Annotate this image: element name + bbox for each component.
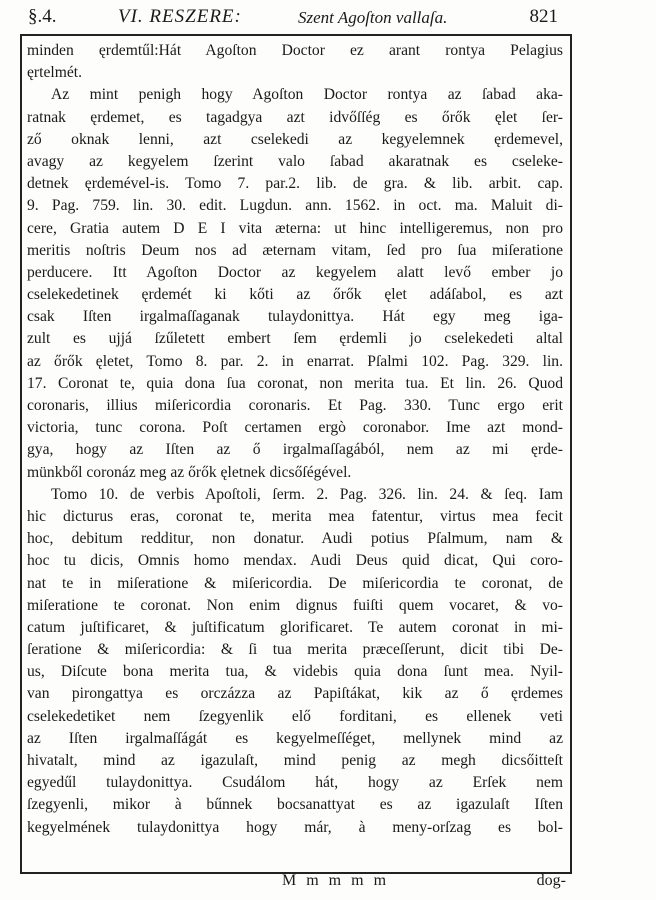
text-line: hic dicturus eras, coronat te, merita mea fatentur, virtus mea fecit (27, 507, 563, 525)
text-line: hoc tu dicis, Omnis homo mendax. Audi Deus quid dicat, Qui coro- (27, 552, 563, 570)
text-line: ſzegyenli, mikor à bűnnek bocsanattyat es az igazulaſt Iſten (27, 796, 563, 814)
page-number: 821 (529, 6, 558, 27)
text-line: münkből coronáz meg az őrők ęletnek dicsőſégével. (27, 463, 352, 481)
text-line: cselekedetiket nem ſzegyenlik elő forditani, es ellenek veti (27, 707, 563, 725)
text-line: Az mint penigh hogy Agoſton Doctor rontya az ſabad aka- (51, 86, 563, 104)
header-subject: Szent Agoſton vallaſa. (298, 8, 448, 27)
text-line: nat te in miſeratione & miſericordia. De miſericordia te coronat, de (27, 574, 563, 592)
text-line: ző oknak lenni, azt cselekedi az kegyelemnek ęrdemevel, (27, 130, 563, 148)
header-section-number: §.4. (28, 6, 57, 27)
text-line: victoria, tunc corona. Poſt certamen ergò coronabor. Ime azt mond- (27, 419, 563, 437)
text-line: az őrők ęletet, Tomo 8. par. 2. in enarrat. Pſalmi 102. Pag. 329. lin. (27, 352, 563, 370)
text-line: Tomo 10. de verbis Apoſtoli, ſerm. 2. Pag. 326. lin. 24. & ſeq. Iam (51, 485, 563, 503)
catchword: dog- (536, 872, 566, 889)
text-line: kegyelmének tulaydonittya hogy már, à meny-orſzag es bol- (27, 818, 563, 836)
text-line: van pirongattya es orczázza az Papiſtákat, kik az ő ęrdemes (27, 685, 563, 703)
text-line: egyedűl tulaydonittya. Csudálom hát, hogy az Erſek nem (27, 774, 563, 792)
text-line: hoc, debitum redditur, non donatur. Audi potius Pſalmum, nam & (27, 530, 563, 548)
running-header (28, 4, 558, 32)
signature-mark: M m m m m (282, 872, 390, 889)
text-line: us, Diſcute bona merita tua, & videbis quia dona ſunt mea. Nyil- (27, 663, 563, 681)
text-line: coronaris, illius miſericordia coronaris. Et Pag. 330. Tunc ergo erit (27, 397, 563, 414)
text-line: 17. Coronat te, quia dona ſua coronat, non merita tua. Et lin. 26. Quod (27, 374, 563, 392)
text-line: gya, hogy az Iſten az ő irgalmaſſagából, nem az mi ęrde- (27, 441, 563, 459)
text-line: minden ęrdemtűl:Hát Agoſton Doctor ez arant rontya Pelagius (27, 42, 563, 59)
text-line: cere, Gratia autem D E I vita æterna: ut hinc intelligeremus, non pro (27, 219, 563, 237)
page-footer (20, 872, 568, 896)
text-line: csak Iſten irgalmaſſaganak tulaydonittya. Hát egy meg iga- (27, 308, 563, 326)
text-line: avagy az kegyelem ſzerint valo ſabad akaratnak es cseleke- (27, 152, 563, 170)
text-line: catum juſtificaret, & juſtificatum glorificaret. Te autem coronat in mi- (27, 618, 563, 636)
text-line: ſeratione & miſericordia: & ſi tua merita præceſſerunt, dicit tibi De- (27, 641, 563, 659)
text-line: zult es ujjá ſzűletett embert ſem ęrdemli jo cselekedeti altal (27, 330, 563, 348)
text-line: meritis noſtris Deum nos ad æternam vitam, ſed pro ſua miſeratione (27, 241, 563, 259)
text-line: az Iſten irgalmaſſágát es kegyelmeſſéget, mellynek mind az (27, 729, 563, 747)
text-line: ratnak ęrdemet, es tagadgya azt idvőſſég es őrők ęlet ſer- (27, 108, 563, 126)
text-line: ęrtelmét. (27, 64, 82, 82)
text-line: miſeratione te coronat. Non enim dignus fuiſti quem vocaret, & vo- (27, 596, 563, 614)
text-line: 9. Pag. 759. lin. 30. edit. Lugdun. ann. 1562. in oct. ma. Maluit di- (27, 197, 563, 215)
text-line: hivatalt, mind az igazulaſt, mind penig az megh dicsőitteſt (27, 752, 563, 769)
text-line: detnek ęrdemével-is. Tomo 7. par.2. lib. de gra. & lib. arbit. cap. (27, 175, 563, 193)
body-text (27, 40, 563, 839)
text-line: perducere. Itt Agoſton Doctor az kegyelem alatt levő ember jo (27, 263, 563, 281)
header-part-title: VI. RESZERE: (118, 6, 242, 27)
text-line: cselekedetinek ęrdemét ki kőti az őrők ęlet adáſabol, es azt (27, 286, 563, 304)
